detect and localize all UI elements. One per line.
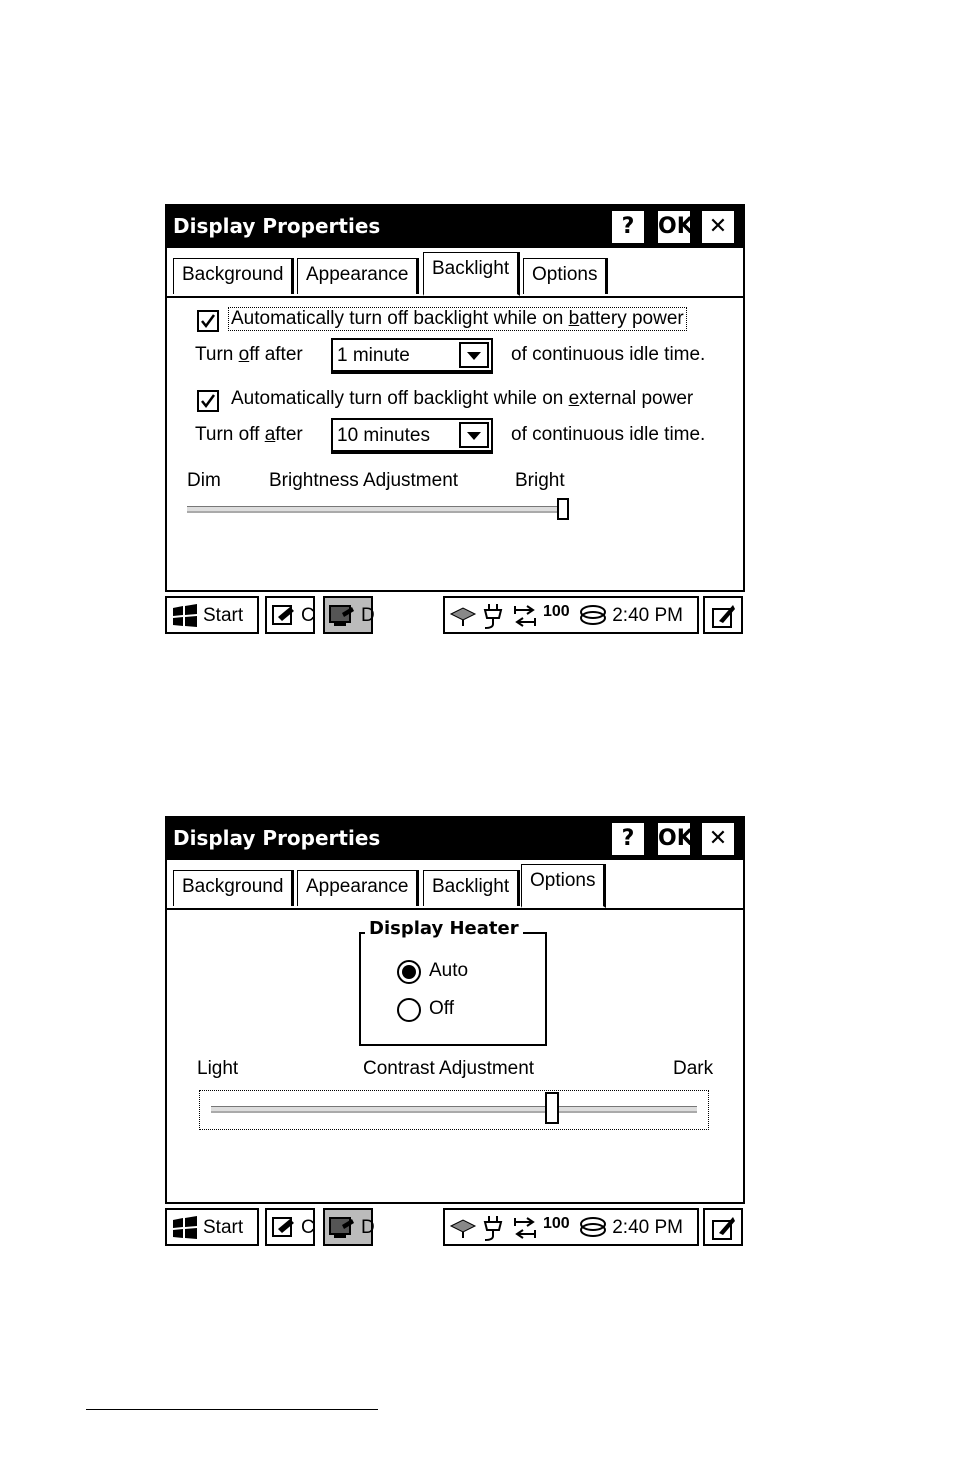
windows-logo-icon <box>171 604 199 628</box>
show-desktop-button[interactable] <box>703 596 743 634</box>
system-tray <box>443 596 699 634</box>
title-bar <box>167 206 743 248</box>
contrast-slider-track[interactable] <box>211 1106 697 1113</box>
tab-background[interactable]: Background <box>173 258 294 294</box>
taskbar <box>165 594 745 636</box>
taskbar-app-label: C <box>301 1217 315 1238</box>
battery-backlight-label[interactable]: Automatically turn off backlight while on battery power <box>231 308 684 329</box>
taskbar <box>165 1206 745 1248</box>
brightness-slider-track[interactable] <box>187 506 567 513</box>
display-heater-title: Display Heater <box>365 918 523 939</box>
display-icon <box>328 603 356 629</box>
radio-selected-dot <box>402 965 416 979</box>
tab-appearance[interactable]: Appearance <box>297 870 419 906</box>
ok-button[interactable]: OK <box>657 210 691 244</box>
start-button[interactable] <box>165 596 259 634</box>
contrast-slider-thumb[interactable] <box>545 1092 559 1124</box>
external-turn-off-label: Turn off after <box>195 424 303 445</box>
battery-timeout-select[interactable] <box>331 338 493 374</box>
taskbar-app-label: C <box>301 605 315 626</box>
tab-options[interactable]: Options <box>523 258 608 294</box>
help-button[interactable]: ? <box>611 210 645 244</box>
external-timeout-select[interactable] <box>331 418 493 454</box>
desktop-icon <box>711 603 737 629</box>
start-label: Start <box>203 605 244 626</box>
bright-label: Bright <box>515 470 565 491</box>
taskbar-app-control-panel[interactable] <box>265 1208 315 1246</box>
taskbar-app-label: D <box>361 605 375 626</box>
tab-background[interactable]: Background <box>173 870 294 906</box>
battery-backlight-checkbox[interactable] <box>197 310 219 332</box>
dim-label: Dim <box>187 470 221 491</box>
close-button[interactable]: ✕ <box>701 822 735 856</box>
battery-icon[interactable]: 100 <box>543 603 570 620</box>
clock[interactable]: 2:40 PM <box>612 605 683 626</box>
windows-logo-icon <box>171 1216 199 1240</box>
network-icon[interactable] <box>449 604 477 628</box>
power-plug-icon[interactable] <box>481 602 507 630</box>
clock[interactable]: 2:40 PM <box>612 1217 683 1238</box>
external-backlight-label[interactable]: Automatically turn off backlight while on external power <box>231 388 694 409</box>
tab-appearance[interactable]: Appearance <box>297 258 419 294</box>
taskbar-app-display[interactable] <box>323 596 373 634</box>
network-icon[interactable] <box>449 1216 477 1240</box>
sync-icon[interactable] <box>513 1216 537 1240</box>
display-icon <box>328 1215 356 1241</box>
radio-auto-label[interactable]: Auto <box>429 960 469 981</box>
check-icon <box>199 392 217 410</box>
tab-options[interactable]: Options <box>521 864 606 908</box>
backlight-screenshot <box>165 204 745 636</box>
battery-icon[interactable]: 100 <box>543 1215 570 1232</box>
backlight-panel <box>167 298 743 588</box>
options-panel <box>167 910 743 1200</box>
storage-icon[interactable] <box>579 1216 607 1240</box>
radio-off-label[interactable]: Off <box>429 998 454 1019</box>
control-panel-icon <box>270 1215 296 1239</box>
external-idle-suffix: of continuous idle time. <box>511 424 706 445</box>
taskbar-app-control-panel[interactable] <box>265 596 315 634</box>
dark-label: Dark <box>673 1058 714 1079</box>
battery-idle-suffix: of continuous idle time. <box>511 344 706 365</box>
display-heater-group <box>359 932 547 1046</box>
footnote-rule <box>86 1409 378 1410</box>
display-properties-window <box>165 204 745 592</box>
light-label: Light <box>197 1058 239 1079</box>
sync-icon[interactable] <box>513 604 537 628</box>
check-icon <box>199 312 217 330</box>
brightness-slider-thumb[interactable] <box>557 498 569 520</box>
window-title: Display Properties <box>173 214 381 238</box>
battery-turn-off-label: Turn off after <box>195 344 303 365</box>
storage-icon[interactable] <box>579 604 607 628</box>
desktop-icon <box>711 1215 737 1241</box>
power-plug-icon[interactable] <box>481 1214 507 1242</box>
radio-auto[interactable] <box>397 960 421 984</box>
battery-timeout-value: 1 minute <box>337 345 410 366</box>
tab-backlight[interactable]: Backlight <box>423 870 520 906</box>
display-properties-window <box>165 816 745 1204</box>
dropdown-arrow-icon[interactable] <box>459 342 489 368</box>
close-button[interactable]: ✕ <box>701 210 735 244</box>
radio-off[interactable] <box>397 998 421 1022</box>
control-panel-icon <box>270 603 296 627</box>
taskbar-app-display[interactable] <box>323 1208 373 1246</box>
dropdown-arrow-icon[interactable] <box>459 422 489 448</box>
tab-backlight[interactable]: Backlight <box>423 252 520 296</box>
system-tray <box>443 1208 699 1246</box>
start-button[interactable] <box>165 1208 259 1246</box>
title-bar <box>167 818 743 860</box>
brightness-label: Brightness Adjustment <box>269 470 459 491</box>
external-timeout-value: 10 minutes <box>337 425 430 446</box>
help-button[interactable]: ? <box>611 822 645 856</box>
window-title: Display Properties <box>173 826 381 850</box>
taskbar-app-label: D <box>361 1217 375 1238</box>
external-backlight-checkbox[interactable] <box>197 390 219 412</box>
tab-strip <box>167 860 743 910</box>
tab-strip <box>167 248 743 298</box>
options-screenshot <box>165 816 745 1248</box>
ok-button[interactable]: OK <box>657 822 691 856</box>
start-label: Start <box>203 1217 244 1238</box>
contrast-label: Contrast Adjustment <box>363 1058 535 1079</box>
show-desktop-button[interactable] <box>703 1208 743 1246</box>
